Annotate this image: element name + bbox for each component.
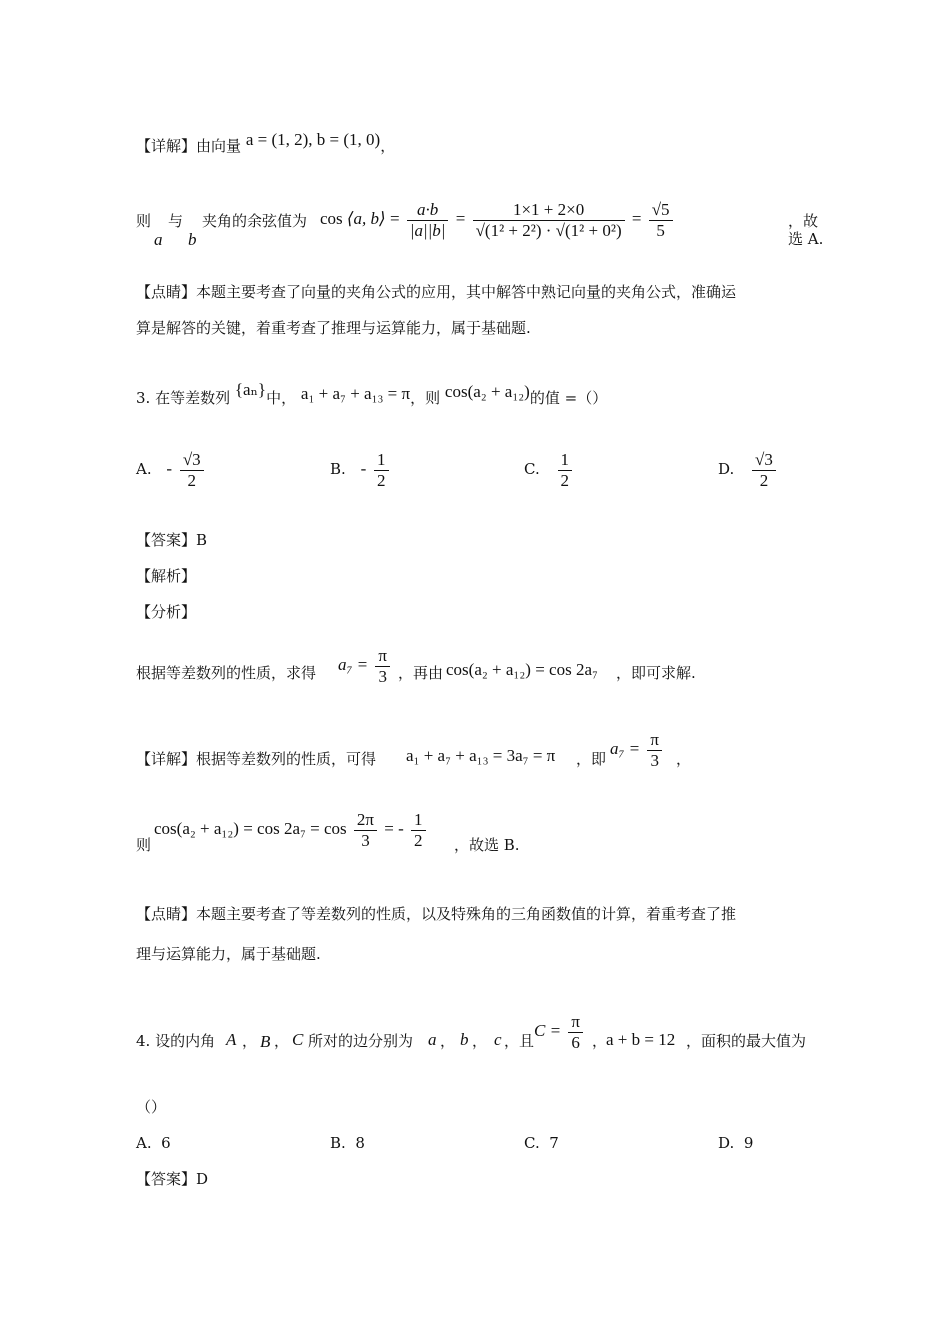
side-b: b bbox=[460, 1030, 469, 1049]
denominator: 2 bbox=[377, 470, 386, 490]
denominator: 3 bbox=[361, 830, 370, 850]
comment-line-1: 本题主要考查了向量的夹角公式的应用，其中解答中熟记向量的夹角公式，准确运 bbox=[196, 283, 737, 301]
pi-over-3 bbox=[375, 646, 390, 686]
numerator: π bbox=[568, 1012, 583, 1033]
a7-eq: a₇ = bbox=[338, 654, 369, 674]
q2-detail-line bbox=[136, 130, 826, 156]
q3-detail-line bbox=[136, 726, 826, 776]
fenxi-expression: cos(a₂ + a₁₂) = cos 2a₇ bbox=[446, 660, 598, 679]
option-value: 6 bbox=[161, 1134, 171, 1152]
numerator: π bbox=[647, 730, 662, 751]
comment-label: 【点睛】 bbox=[136, 283, 197, 301]
angle-ab: ⟨a, b⟩ bbox=[346, 208, 386, 228]
q4-answer bbox=[136, 1170, 826, 1188]
denominator: 2 bbox=[414, 830, 423, 850]
denominator: 6 bbox=[571, 1032, 580, 1052]
numerator: √3 bbox=[752, 450, 776, 471]
option-label: A. bbox=[136, 1134, 152, 1152]
numerator: √5 bbox=[649, 200, 673, 221]
option-fraction bbox=[180, 450, 204, 490]
fraction-numeric bbox=[473, 200, 625, 240]
q4-option-d bbox=[718, 1134, 753, 1152]
detail-label bbox=[136, 750, 376, 768]
cos-word: cos bbox=[320, 208, 343, 228]
detail-math: a₁ + a₇ + a₁₃ = 3a₇ = π bbox=[406, 746, 556, 765]
punct: ， bbox=[274, 1032, 290, 1050]
vector-a: a bbox=[154, 230, 163, 249]
q3-comment bbox=[136, 894, 826, 974]
punct: ， bbox=[440, 1032, 456, 1050]
numerator: 2π bbox=[354, 810, 377, 831]
q4-sum: a + b = 12 bbox=[606, 1030, 676, 1049]
denominator: 3 bbox=[650, 750, 659, 770]
fraction-result bbox=[649, 200, 673, 240]
q3-fenxi-line bbox=[136, 640, 826, 690]
comment-line-2: 理与运算能力，属于基础题. bbox=[136, 945, 321, 963]
vector-b: b bbox=[188, 230, 197, 249]
cos-formula bbox=[320, 200, 676, 240]
option-fraction bbox=[752, 450, 776, 490]
answer-value: D bbox=[196, 1170, 209, 1188]
vector-definition: a = (1, 2), b = (1, 0) bbox=[245, 130, 381, 149]
answer-label: 【答案】 bbox=[136, 531, 197, 549]
punct: ， bbox=[592, 1032, 608, 1050]
option-value: 7 bbox=[549, 1134, 559, 1152]
option-sign: - bbox=[166, 459, 173, 479]
denominator: 2 bbox=[187, 470, 197, 490]
then-expression: cos(a₂ + a₁₂) = cos 2a₇ = cos bbox=[154, 818, 347, 838]
denominator: 5 bbox=[656, 220, 665, 240]
numerator: π bbox=[375, 646, 390, 667]
detail-label: 【详解】 bbox=[136, 137, 197, 155]
q3-condition: a₁ + a₇ + a₁₃ = π bbox=[300, 384, 411, 403]
q3-stem-post: 的值 =（） bbox=[529, 389, 608, 407]
and-word: 与 bbox=[168, 212, 184, 230]
eq-minus: = - bbox=[384, 818, 404, 838]
option-value: 9 bbox=[743, 1134, 754, 1152]
q3-mid1: 中， bbox=[266, 389, 297, 407]
comment-line-2: 算是解答的关键，着重考查了推理与运算能力，属于基础题. bbox=[136, 319, 531, 337]
text: 根据等差数列的性质，可得 bbox=[196, 750, 377, 768]
denominator: 2 bbox=[759, 470, 769, 490]
q3-analysis-label: 【解析】 bbox=[136, 567, 197, 585]
choose-a: ，故选 A. bbox=[788, 212, 824, 248]
one-half bbox=[411, 810, 426, 850]
option-fraction bbox=[558, 450, 573, 490]
cosine-text: 夹角的余弦值为 bbox=[202, 212, 308, 230]
q3-option-c bbox=[524, 450, 575, 490]
option-label: C. bbox=[524, 1134, 540, 1152]
q4-and: ，且 bbox=[504, 1032, 535, 1050]
q2-cosine-line bbox=[136, 186, 826, 249]
q3-answer bbox=[136, 531, 826, 549]
punct: ， bbox=[380, 137, 396, 155]
q4-paren: （） bbox=[136, 1098, 167, 1116]
option-fraction bbox=[374, 450, 389, 490]
q4-stem bbox=[136, 1008, 826, 1058]
detail-a7 bbox=[610, 730, 665, 770]
denominator: 3 bbox=[378, 666, 387, 686]
then-formula bbox=[154, 810, 429, 850]
q3-then-line bbox=[136, 808, 826, 858]
q3-fenxi-label: 【分析】 bbox=[136, 603, 197, 621]
q3-option-b bbox=[330, 450, 392, 490]
q3-expression: cos(a₂ + a₁₂) bbox=[444, 382, 530, 401]
q3-stem-pre: 3. 在等差数列 bbox=[136, 389, 231, 407]
q3-option-d bbox=[718, 450, 779, 490]
c-eq: C = bbox=[534, 1020, 562, 1040]
detail-text: 由向量 bbox=[196, 137, 242, 155]
numerator: 1 bbox=[374, 450, 389, 471]
punct: ， bbox=[472, 1032, 488, 1050]
denominator: |a||b| bbox=[409, 220, 446, 240]
fraction-dot-over-norms bbox=[407, 200, 449, 240]
q4-condition-c bbox=[534, 1012, 586, 1052]
q4-option-a bbox=[136, 1134, 171, 1152]
eq-sign: = bbox=[631, 208, 642, 228]
angle-B: B bbox=[260, 1032, 271, 1051]
option-label: D. bbox=[718, 1134, 735, 1152]
option-value: 8 bbox=[355, 1134, 365, 1152]
sequence-an: {aₙ} bbox=[234, 380, 267, 399]
pi-over-6 bbox=[568, 1012, 583, 1052]
side-c: c bbox=[494, 1030, 502, 1049]
fenxi-mid: ，再由 bbox=[398, 664, 444, 682]
option-label: C. bbox=[524, 460, 540, 479]
numerator: 1×1 + 2×0 bbox=[473, 200, 625, 221]
numerator: a·b bbox=[417, 200, 439, 219]
eq-sign: = bbox=[389, 208, 400, 228]
pi-over-3 bbox=[647, 730, 662, 770]
punct: ， bbox=[676, 750, 692, 768]
numerator: 1 bbox=[411, 810, 426, 831]
option-label: A. bbox=[136, 460, 152, 479]
side-a: a bbox=[428, 1030, 437, 1049]
label: 【详解】 bbox=[136, 750, 197, 768]
fenxi-text: 根据等差数列的性质，求得 bbox=[136, 664, 317, 682]
detail-mid: ，即 bbox=[576, 750, 607, 768]
q4-option-c bbox=[524, 1134, 559, 1152]
q4-text: 所对的边分别为 bbox=[308, 1032, 414, 1050]
q3-mid2: ，则 bbox=[410, 389, 441, 407]
angle-A: A bbox=[226, 1030, 237, 1049]
eq-sign: = bbox=[455, 208, 466, 228]
q2-comment bbox=[136, 274, 826, 346]
q3-option-a bbox=[136, 450, 207, 490]
numerator: √3 bbox=[180, 450, 204, 471]
comment-label: 【点睛】 bbox=[136, 905, 197, 923]
fenxi-a7 bbox=[338, 646, 393, 686]
choose-b: ，故选 B. bbox=[454, 836, 520, 854]
angle-C: C bbox=[292, 1030, 304, 1049]
then-word: 则 bbox=[136, 212, 152, 230]
q4-stem-pre: 4. 设的内角 bbox=[136, 1032, 216, 1050]
punct: ， bbox=[242, 1032, 258, 1050]
q3-stem bbox=[136, 380, 826, 408]
answer-value: B bbox=[196, 531, 208, 549]
option-sign: - bbox=[360, 459, 367, 479]
fenxi-post: ，即可求解. bbox=[616, 664, 696, 682]
option-label: B. bbox=[330, 460, 346, 479]
option-label: B. bbox=[330, 1134, 346, 1152]
numerator: 1 bbox=[558, 450, 573, 471]
then-word: 则 bbox=[136, 836, 152, 854]
option-label: D. bbox=[718, 460, 735, 479]
two-pi-over-3 bbox=[354, 810, 377, 850]
q4-stem-post: ，面积的最大值为 bbox=[686, 1032, 807, 1050]
q4-option-b bbox=[330, 1134, 365, 1152]
a7-eq: a₇ = bbox=[610, 738, 641, 758]
denominator: 2 bbox=[560, 470, 569, 490]
comment-line-1: 本题主要考查了等差数列的性质，以及特殊角的三角函数值的计算，着重考查了推 bbox=[196, 905, 737, 923]
answer-label: 【答案】 bbox=[136, 1170, 197, 1188]
denominator: √(1² + 2²) · √(1² + 0²) bbox=[475, 220, 622, 240]
